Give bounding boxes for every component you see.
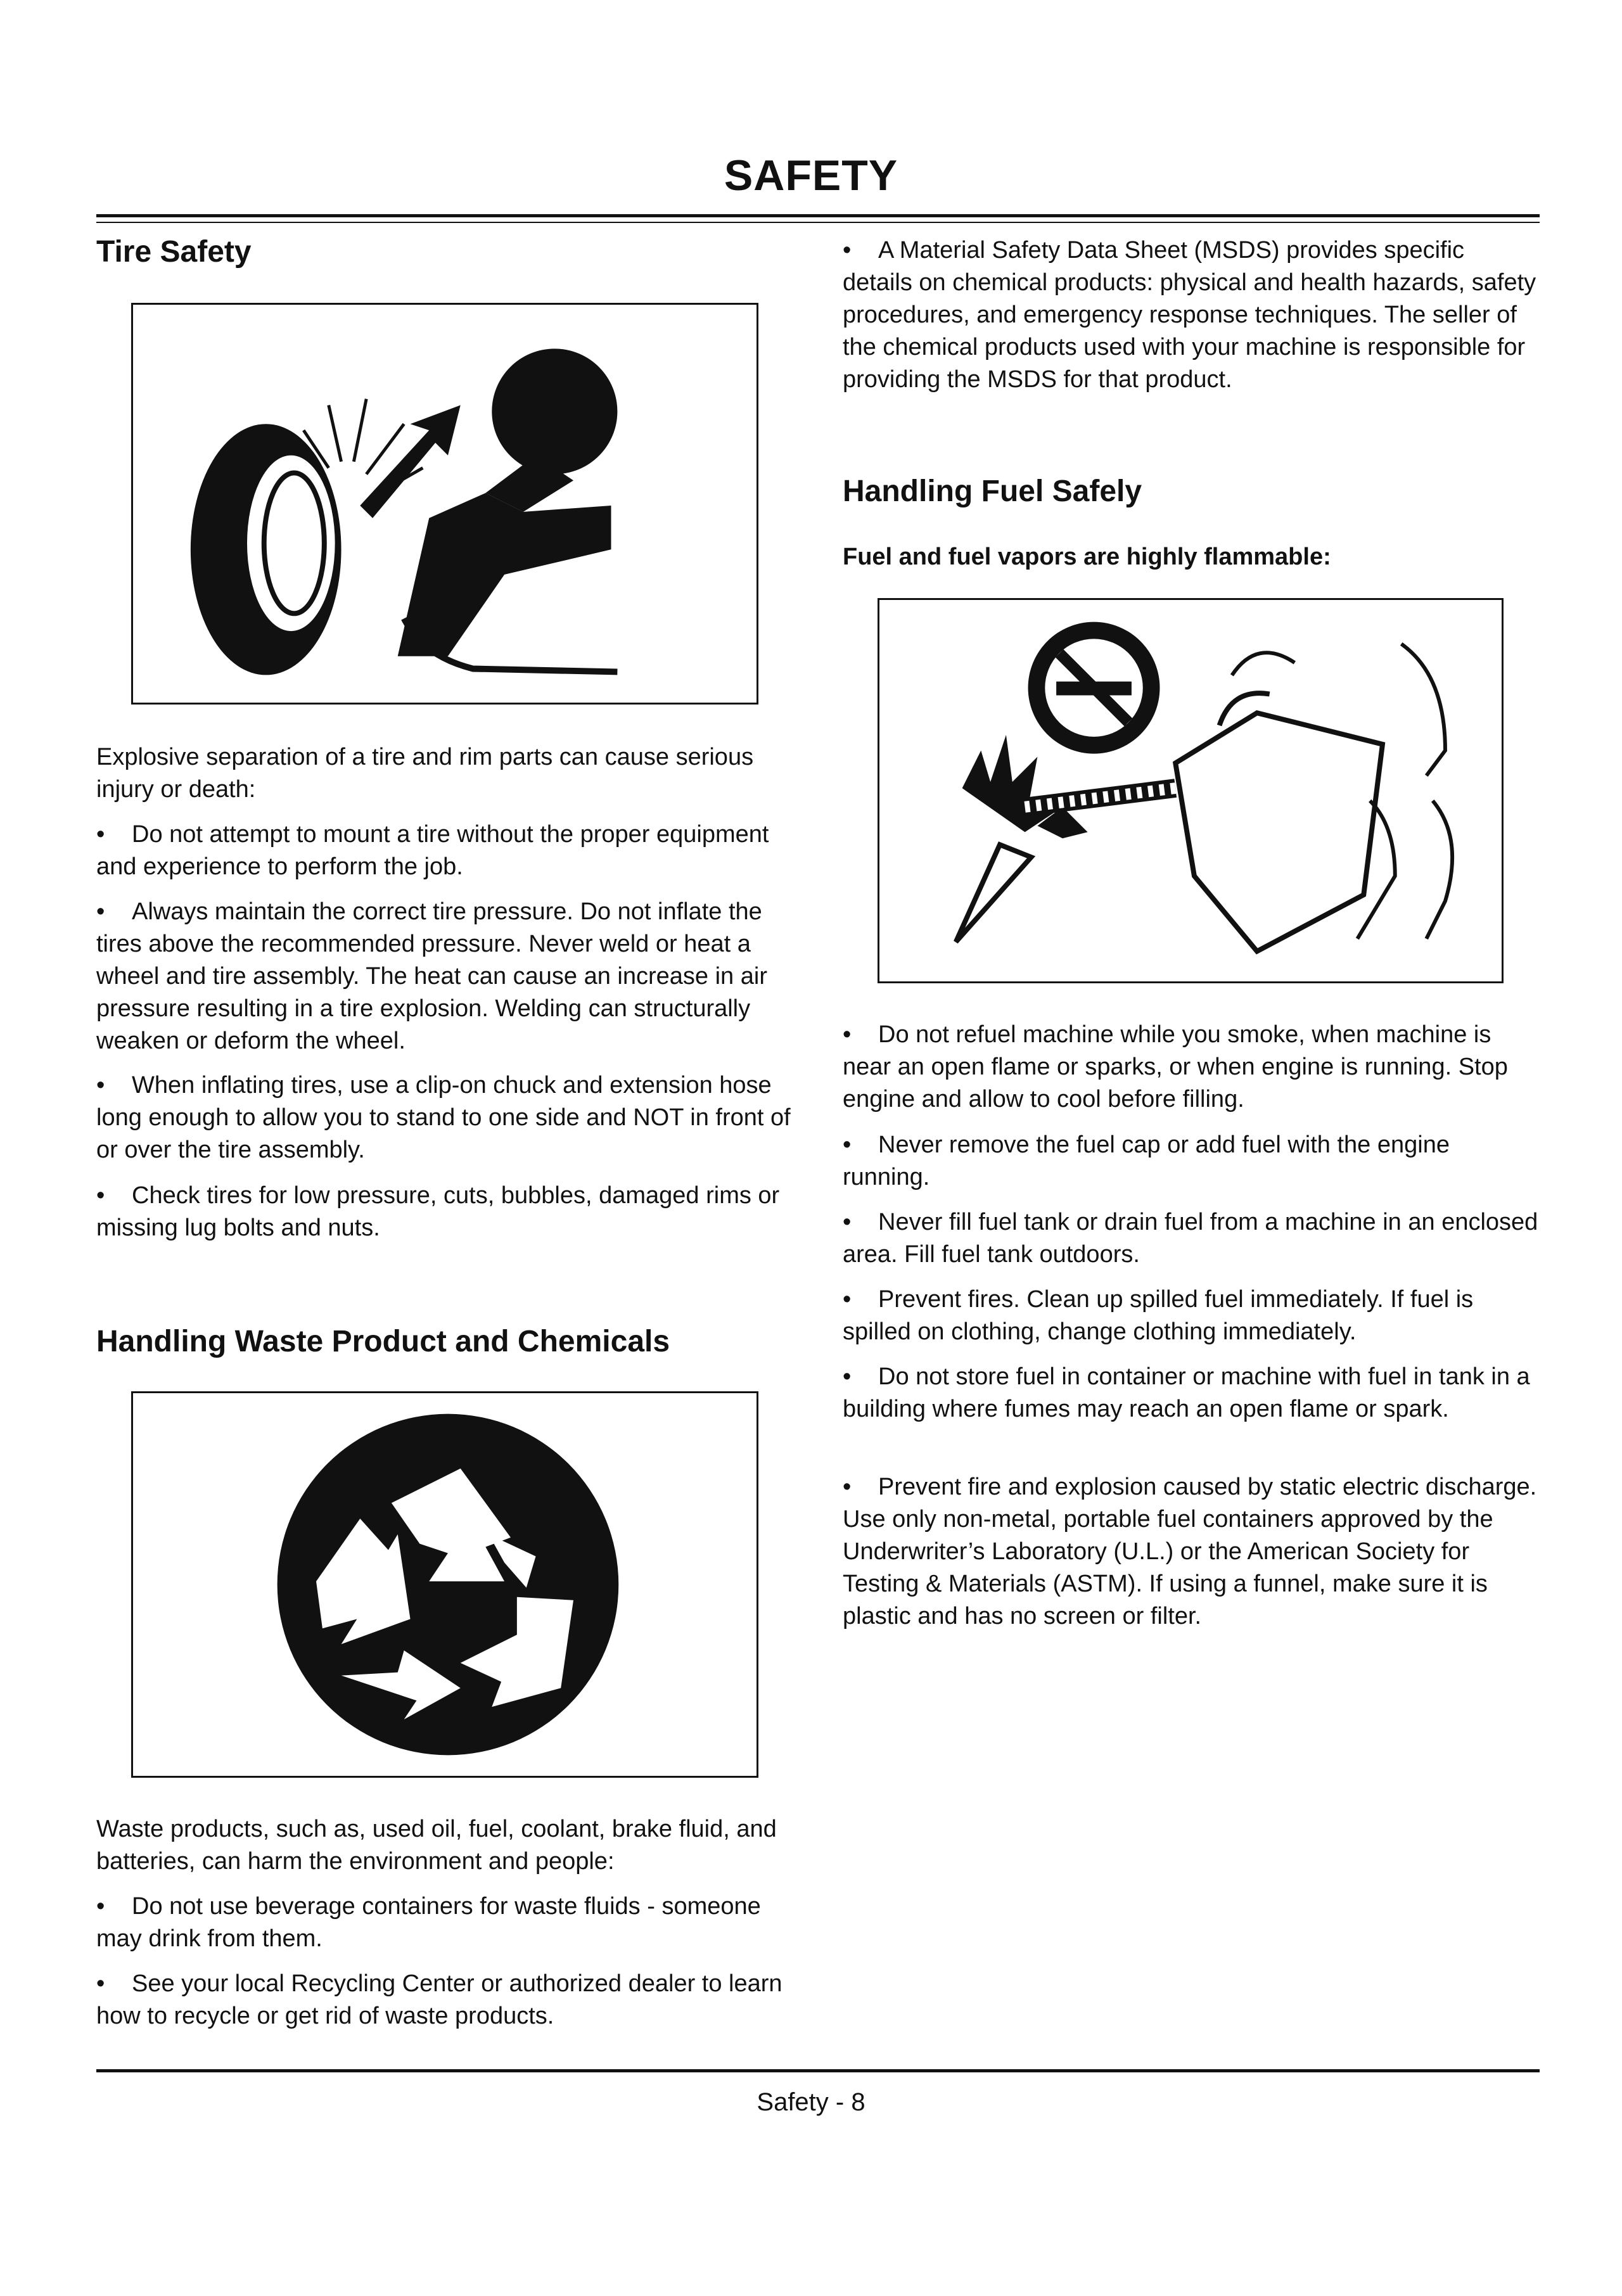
tire-bullet-3: • When inflating tires, use a clip-on chuck and extension hose long enough to allow you to stand to one side and NOT in front of or over the tire assembly. <box>96 1072 791 1163</box>
fuel-subheading: Fuel and fuel vapors are highly flammable: <box>843 544 1331 570</box>
recycle-icon <box>133 1393 757 1776</box>
waste-bullet-1: • Do not use beverage containers for waste fluids - someone may drink from them. <box>96 1893 761 1952</box>
page-title: SAFETY <box>724 151 898 200</box>
tire-safety-heading: Tire Safety <box>96 235 252 269</box>
header-rule <box>96 214 1540 217</box>
waste-intro: Waste products, such as, used oil, fuel, coolant, brake fluid, and batteries, can harm the environment and people: <box>96 1816 777 1875</box>
fuel-figure <box>878 598 1504 983</box>
footer-rule <box>96 2069 1540 2072</box>
fuel-bullet-3: • Never fill fuel tank or drain fuel from a machine in an enclosed area. Fill fuel tank outdoors. <box>843 1209 1538 1268</box>
msds-bullet: • A Material Safety Data Sheet (MSDS) provides specific details on chemical products: physical and health hazards, safety procedures, and emergency response techniques. The seller of the chemical products used with your machine is responsible for providing the MSDS for that product. <box>843 237 1536 393</box>
fuel-bullet-1: • Do not refuel machine while you smoke, when machine is near an open flame or sparks, or when engine is running. Stop engine and allow to cool before filling. <box>843 1021 1508 1113</box>
fuel-bullet-2: • Never remove the fuel cap or add fuel with the engine running. <box>843 1132 1450 1190</box>
tire-figure <box>131 303 758 705</box>
waste-bullet-2: • See your local Recycling Center or authorized dealer to learn how to recycle or get rid of waste products. <box>96 1970 782 2029</box>
no-smoking-fuel-icon <box>879 600 1502 981</box>
fuel-bullet-5: • Do not store fuel in container or machine with fuel in tank in a building where fumes may reach an open flame or spark. <box>843 1363 1530 1422</box>
waste-heading: Handling Waste Product and Chemicals <box>96 1325 670 1358</box>
fuel-bullet-4: • Prevent fires. Clean up spilled fuel immediately. If fuel is spilled on clothing, change clothing immediately. <box>843 1286 1474 1345</box>
tire-intro: Explosive separation of a tire and rim parts can cause serious injury or death: <box>96 744 754 803</box>
recycle-figure <box>131 1391 758 1778</box>
tire-explosion-icon <box>133 305 757 703</box>
tire-bullet-1: • Do not attempt to mount a tire without the proper equipment and experience to perform the job. <box>96 821 769 880</box>
tire-bullet-4: • Check tires for low pressure, cuts, bubbles, damaged rims or missing lug bolts and nuts. <box>96 1182 780 1241</box>
header-rule-thin <box>96 222 1540 223</box>
tire-bullet-2: • Always maintain the correct tire pressure. Do not inflate the tires above the recommended pressure. Never weld or heat a wheel and tire assembly. The heat can cause an increase in air pressure resulting in a tire explosion. Welding can structurally weaken or deform the wheel. <box>96 898 767 1054</box>
fuel-heading: Handling Fuel Safely <box>843 475 1142 508</box>
fuel-bullet-6: • Prevent fire and explosion caused by static electric discharge. Use only non-metal, portable fuel containers approved by the Underwriter’s Laboratory (U.L.) or the American Society for Testing & Materials (ASTM). If using a funnel, make sure it is plastic and has no screen or filter. <box>843 1474 1537 1630</box>
page-footer: Safety - 8 <box>757 2088 865 2116</box>
